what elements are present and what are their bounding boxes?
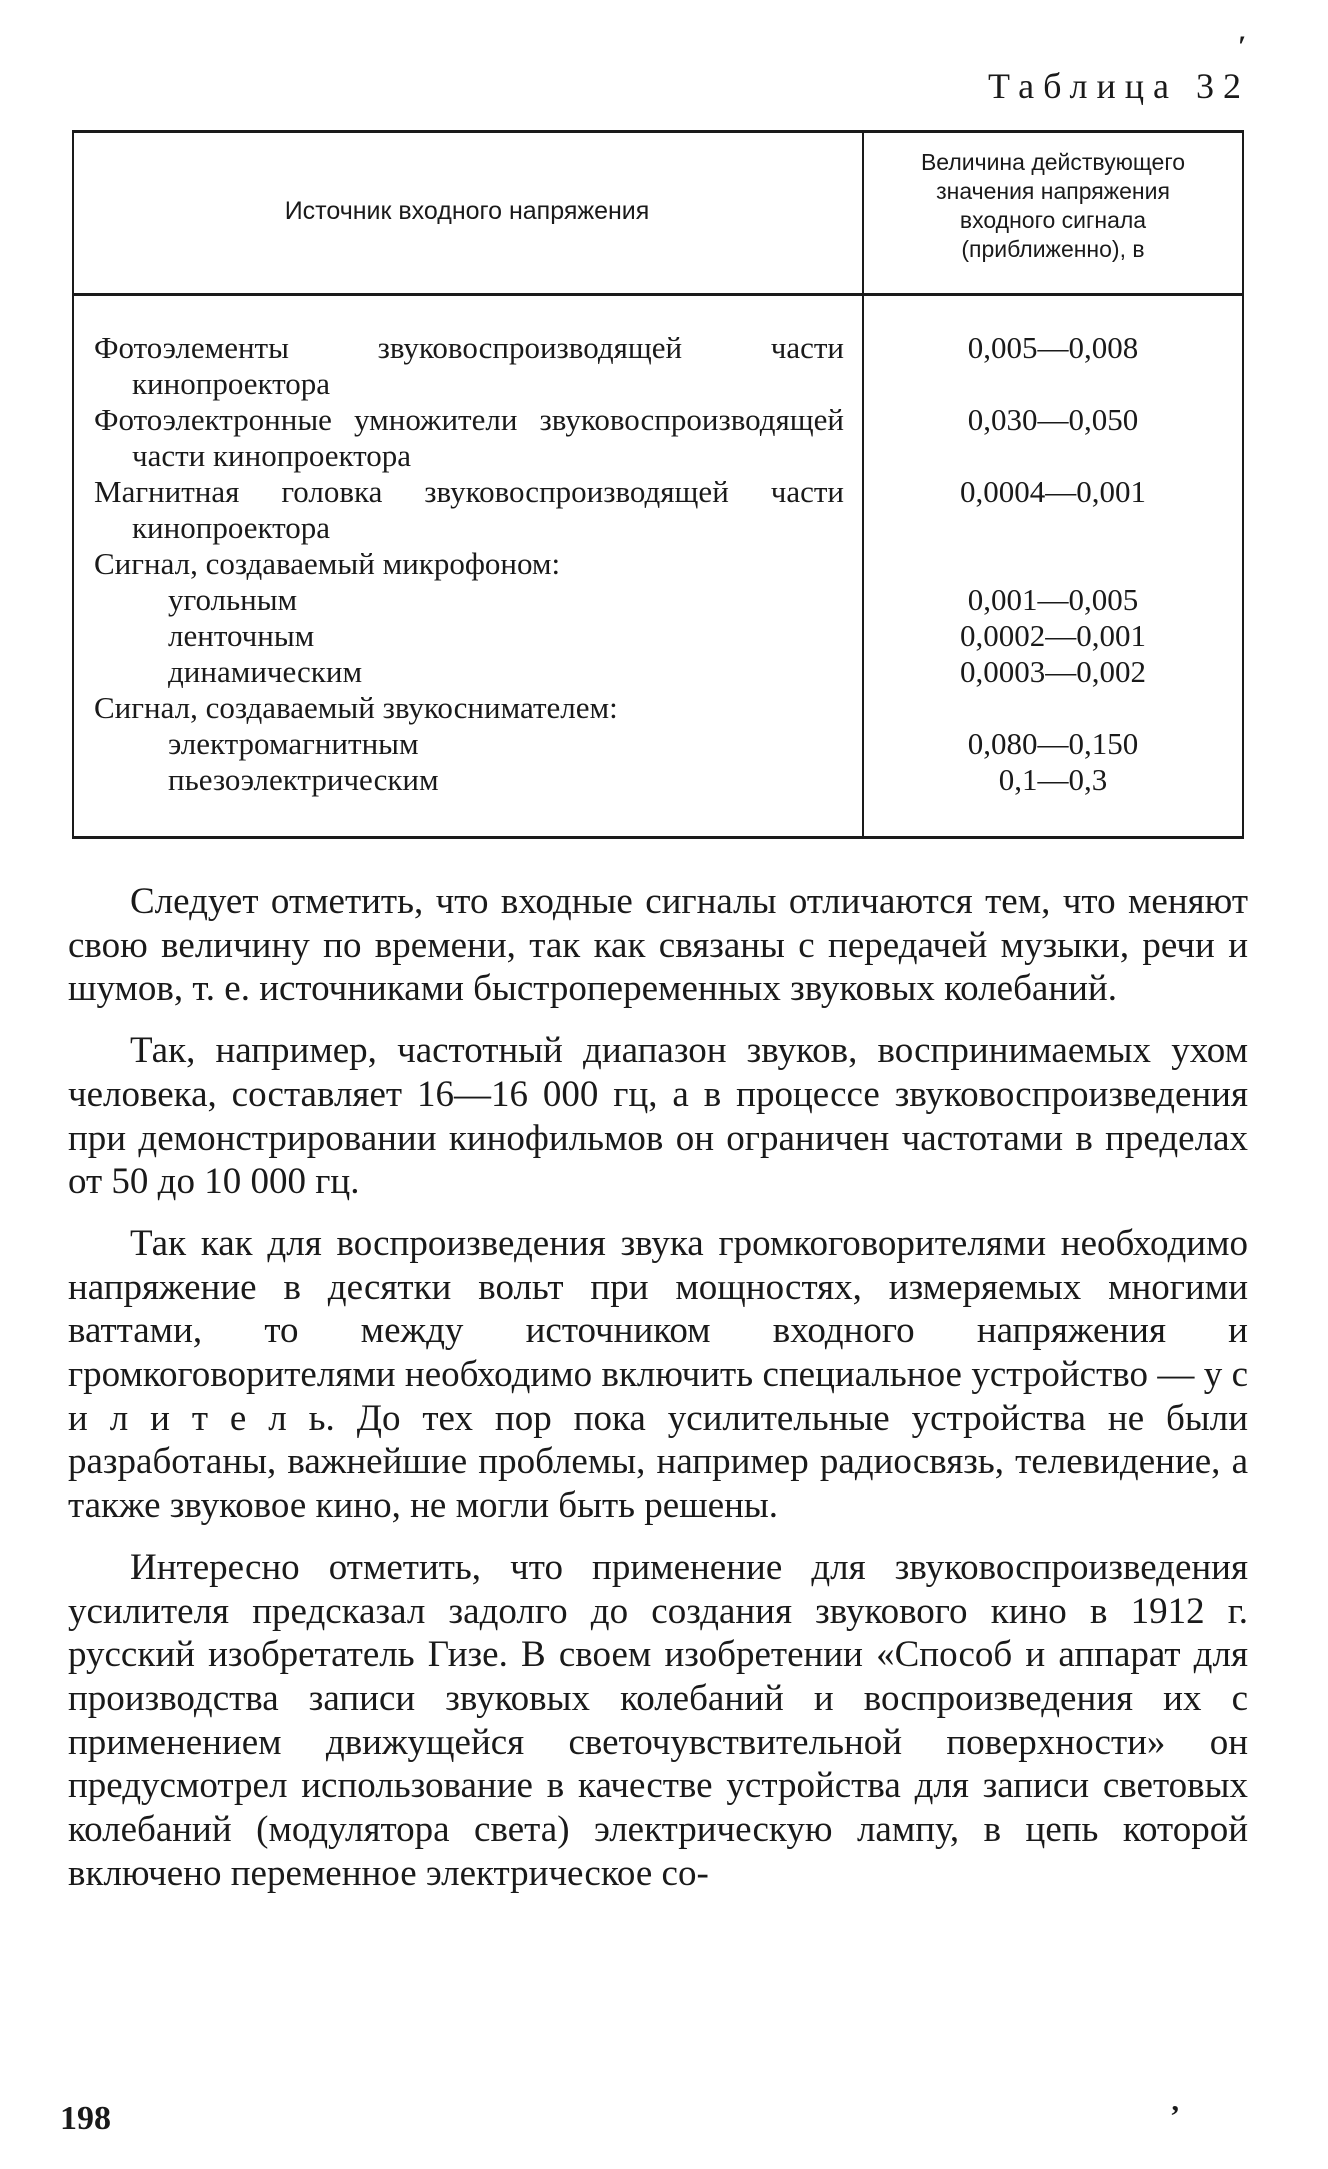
- row-value: 0,0002—0,001: [960, 618, 1146, 653]
- paragraph: Интересно отметить, что применение для звуковоспроизведения усилителя предсказал задолго до создания звукового кино в 1912 г. русский изобретатель Гизе. В своем изобретении «Способ и аппарат для производства записи звуковых колебаний и воспроизведения их с применением движущейся светочувствительной поверхности» он предусмотрел использование в качестве устройства для записи световых колебаний (модулятора света) электрическую лампу, в цепь которой включено переменное электрическое со-: [68, 1546, 1248, 1894]
- table-row-group: [72, 546, 1244, 582]
- table-bottom-rule: [72, 836, 1244, 839]
- paragraph: Так как для воспроизведения звука громкоговорителями необходимо напряжение в десятки вольт при мощностях, измеряемых многими ваттами, то между источником входного напряжения и громкоговорителями необходимо включить специальное устройство — у с и л и т е л ь. До тех пор пока усилительные устройства не были разработаны, важнейшие проблемы, например радиосвязь, телевидение, а также звуковое кино, не могли быть решены.: [68, 1222, 1248, 1527]
- table-row: [72, 402, 1244, 474]
- row-source: Магнитная головка звуковоспроизводящей части кинопроектора: [94, 474, 844, 545]
- input-voltage-table: [72, 130, 1244, 840]
- table-row: [72, 654, 1244, 690]
- header-value-line: (приближенно), в: [961, 236, 1145, 262]
- table-body: [72, 330, 1244, 798]
- row-source: Фотоэлементы звуковоспроизводящей части кинопроектора: [94, 330, 844, 401]
- body-text: [68, 880, 1248, 1913]
- bottom-mark: ʼ: [1170, 2100, 1180, 2133]
- row-value: 0,0003—0,002: [960, 654, 1146, 689]
- table-row: [72, 474, 1244, 546]
- table-row: [72, 582, 1244, 618]
- corner-mark: ʹ: [1238, 30, 1247, 63]
- header-value-line: входного сигнала: [959, 207, 1147, 233]
- table-row: [72, 726, 1244, 762]
- header-value-line: значения напряжения: [936, 178, 1170, 204]
- row-value: 0,001—0,005: [967, 582, 1139, 617]
- header-value-line: Величина действующего: [920, 149, 1186, 175]
- row-value: 0,005—0,008: [967, 330, 1139, 365]
- page-number: 198: [60, 2100, 111, 2137]
- row-value: 0,080—0,150: [967, 726, 1139, 761]
- row-source: Сигнал, создаваемый звукоснимателем:: [94, 690, 618, 725]
- row-source: Сигнал, создаваемый микрофоном:: [94, 546, 561, 581]
- table-row: [72, 330, 1244, 402]
- row-source: пьезоэлектрическим: [168, 762, 439, 797]
- row-source: электромагнитным: [168, 726, 419, 761]
- table-header-rule: [72, 293, 1244, 296]
- table-row: [72, 762, 1244, 798]
- row-source: Фотоэлектронные умножители звуковоспроизводящей части кинопроектора: [94, 402, 844, 473]
- row-value: 0,030—0,050: [967, 402, 1139, 437]
- row-value: [862, 690, 1244, 726]
- paragraph: Так, например, частотный диапазон звуков, воспринимаемых ухом человека, составляет 16—16 000 гц, а в процессе звуковоспроизведения при демонстрировании кинофильмов он ограничен частотами в пределах от 50 до 10 000 гц.: [68, 1030, 1248, 1203]
- row-value: 0,0004—0,001: [960, 474, 1146, 509]
- header-value: [862, 148, 1244, 293]
- row-value: 0,1—0,3: [998, 762, 1108, 797]
- row-source: динамическим: [168, 654, 363, 689]
- row-source: угольным: [168, 582, 298, 617]
- paragraph: Следует отметить, что входные сигналы отличаются тем, что меняют свою величину по времени, так как связаны с передачей музыки, речи и шумов, т. е. источниками быстропеременных звуковых колебаний.: [68, 881, 1248, 1010]
- header-source: Источник входного напряжения: [284, 197, 650, 225]
- table-caption: Таблица 32: [988, 66, 1250, 106]
- table-row: [72, 618, 1244, 654]
- row-source: ленточным: [168, 618, 315, 653]
- table-row-group: [72, 690, 1244, 726]
- row-value: [862, 546, 1244, 582]
